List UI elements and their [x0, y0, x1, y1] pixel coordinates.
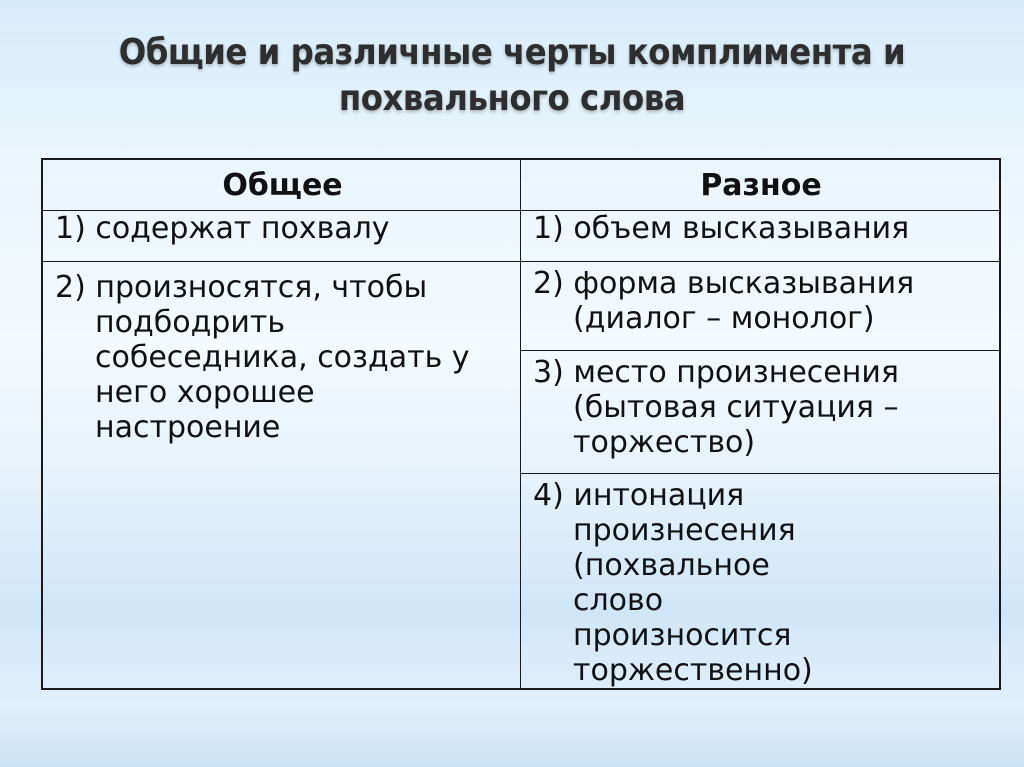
different-item-1: 1) объем высказывания	[521, 211, 1001, 262]
table-row	[42, 262, 1000, 351]
common-item-2: 2) произносятся, чтобы подбодрить собеседника, создать у него хорошее настроение	[42, 262, 521, 690]
different-item-2: 2) форма высказывания (диалог – монолог)	[521, 262, 1001, 351]
different-item-3: 3) место произнесения (бытовая ситуация – торжество)	[521, 351, 1001, 474]
table-row	[42, 211, 1000, 262]
title-line-2: похвального слова	[338, 78, 686, 119]
different-item-4: 4) интонация произнесения (похвальное слово произносится торжественно)	[521, 474, 1001, 690]
comparison-table	[41, 158, 1001, 690]
common-item-1: 1) содержат похвалу	[42, 211, 521, 262]
header-different: Разное	[521, 159, 1001, 211]
header-row	[42, 159, 1000, 211]
slide-title	[0, 30, 1024, 122]
header-common: Общее	[42, 159, 521, 211]
title-line-1: Общие и различные черты комплимента и	[118, 32, 906, 73]
